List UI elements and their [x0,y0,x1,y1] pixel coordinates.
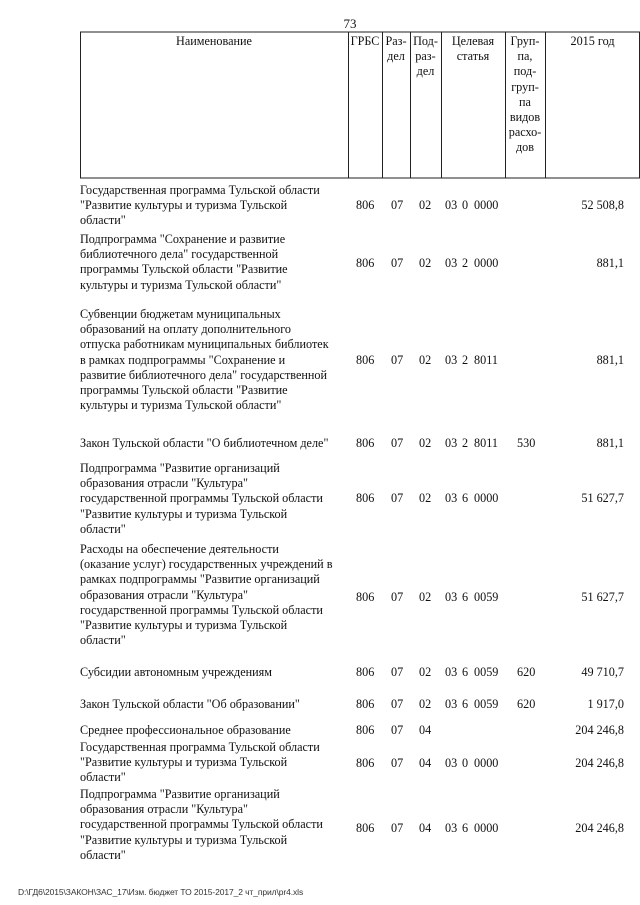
row-podrazdel: 02 [419,590,432,604]
row-amount: 51 627,7 [581,590,624,604]
row-name: Подпрограмма "Сохранение и развитие библиотечного дела" государственной программы Тульской области "Развитие культуры и туризма Тульской области" [80,232,288,292]
row-target-subprogram: 6 [462,697,469,711]
row-name: Закон Тульской области "О библиотечном деле" [80,436,329,450]
row-amount: 204 246,8 [575,723,624,737]
row-razdel: 07 [391,436,404,450]
row-razdel: 07 [391,353,404,367]
row-target-subprogram: 6 [462,821,469,835]
row-target-subprogram: 6 [462,665,469,679]
row-amount: 881,1 [596,436,624,450]
row-target-direction: 8011 [474,436,498,450]
row-name: Государственная программа Тульской области "Развитие культуры и туризма Тульской области" [80,183,320,228]
page-number: 73 [343,16,357,31]
row-amount: 52 508,8 [581,198,624,212]
row-name: Субсидии автономным учреждениям [80,665,272,679]
col-header-year: 2015 год [570,34,615,48]
row-grbs: 806 [356,590,375,604]
row-podrazdel: 04 [419,756,432,770]
row-razdel: 07 [391,590,404,604]
row-amount: 1 917,0 [587,697,624,711]
row-target-program: 03 [445,436,458,450]
row-target-subprogram: 6 [462,590,469,604]
row-grbs: 806 [356,491,375,505]
row-name: Государственная программа Тульской области "Развитие культуры и туризма Тульской области" [80,740,320,785]
row-podrazdel: 02 [419,256,432,270]
row-razdel: 07 [391,697,404,711]
row-amount: 49 710,7 [581,665,624,679]
row-grbs: 806 [356,198,375,212]
row-target-direction: 0000 [474,491,499,505]
row-target-direction: 0000 [474,256,499,270]
row-name: Подпрограмма "Развитие организаций образования отрасли "Культура" государственной программы Тульской области "Развитие культуры и туризма Тульской области" [80,787,323,862]
row-podrazdel: 02 [419,353,432,367]
row-grbs: 806 [356,697,375,711]
row-expense-type: 530 [517,436,536,450]
row-razdel: 07 [391,756,404,770]
row-podrazdel: 02 [419,198,432,212]
row-podrazdel: 04 [419,821,432,835]
row-target-program: 03 [445,256,458,270]
row-target-direction: 0059 [474,590,499,604]
row-target-direction: 8011 [474,353,498,367]
col-header-target-article: Целевая статья [451,34,495,64]
row-grbs: 806 [356,723,375,737]
row-grbs: 806 [356,436,375,450]
row-target-program: 03 [445,756,458,770]
row-grbs: 806 [356,821,375,835]
row-target-program: 03 [445,821,458,835]
row-expense-type: 620 [517,665,536,679]
row-target-direction: 0059 [474,697,499,711]
row-podrazdel: 02 [419,436,432,450]
row-target-direction: 0000 [474,821,499,835]
row-razdel: 07 [391,256,404,270]
row-name: Расходы на обеспечение деятельности (оказание услуг) государственных учреждений в рамках подпрограммы "Развитие организаций образования отрасли "Культура" государственной программы Тульской области "Развитие культуры и туризма Тульской области" [80,542,333,648]
col-header-podrazdel: Под- раз- дел [413,34,438,79]
row-razdel: 07 [391,198,404,212]
row-target-subprogram: 2 [462,353,469,367]
row-podrazdel: 02 [419,665,432,679]
row-target-subprogram: 2 [462,436,469,450]
row-razdel: 07 [391,821,404,835]
row-grbs: 806 [356,353,375,367]
row-target-direction: 0059 [474,665,499,679]
row-amount: 881,1 [596,353,624,367]
row-podrazdel: 02 [419,697,432,711]
col-header-expense-group: Груп- па, под- груп- па видов расхо- дов [508,34,542,155]
row-amount: 204 246,8 [575,756,624,770]
row-razdel: 07 [391,491,404,505]
row-name: Подпрограмма "Развитие организаций образования отрасли "Культура" государственной программы Тульской области "Развитие культуры и туризма Тульской области" [80,461,323,536]
row-target-program: 03 [445,665,458,679]
row-target-subprogram: 6 [462,491,469,505]
row-amount: 204 246,8 [575,821,624,835]
row-name: Среднее профессиональное образование [80,723,291,737]
row-target-program: 03 [445,697,458,711]
row-amount: 51 627,7 [581,491,624,505]
row-target-subprogram: 2 [462,256,469,270]
row-target-program: 03 [445,198,458,212]
row-target-direction: 0000 [474,756,499,770]
row-target-direction: 0000 [474,198,499,212]
row-target-program: 03 [445,491,458,505]
col-header-grbs: ГРБС [350,34,380,48]
row-target-program: 03 [445,353,458,367]
row-target-subprogram: 0 [462,756,469,770]
row-razdel: 07 [391,723,404,737]
row-name: Закон Тульской области "Об образовании" [80,697,300,711]
row-grbs: 806 [356,665,375,679]
col-header-razdel: Раз- дел [385,34,407,64]
row-grbs: 806 [356,756,375,770]
row-expense-type: 620 [517,697,536,711]
file-path-footer: D:\ГД6\2015\ЗАКОН\ЗАС_17\Изм. бюджет ТО 2015-2017_2 чт_прил\pr4.xls [18,887,304,897]
row-razdel: 07 [391,665,404,679]
row-podrazdel: 04 [419,723,432,737]
row-name: Субвенции бюджетам муниципальных образований на оплату дополнительного отпуска работникам муниципальных библиотек в рамках подпрограммы "Сохранение и развитие библиотечного дела" государственной программы Тульской области "Развитие культуры и туризма Тульской области" [80,307,329,413]
row-podrazdel: 02 [419,491,432,505]
row-grbs: 806 [356,256,375,270]
row-target-subprogram: 0 [462,198,469,212]
row-amount: 881,1 [596,256,624,270]
row-target-program: 03 [445,590,458,604]
col-header-name: Наименование [176,34,252,48]
